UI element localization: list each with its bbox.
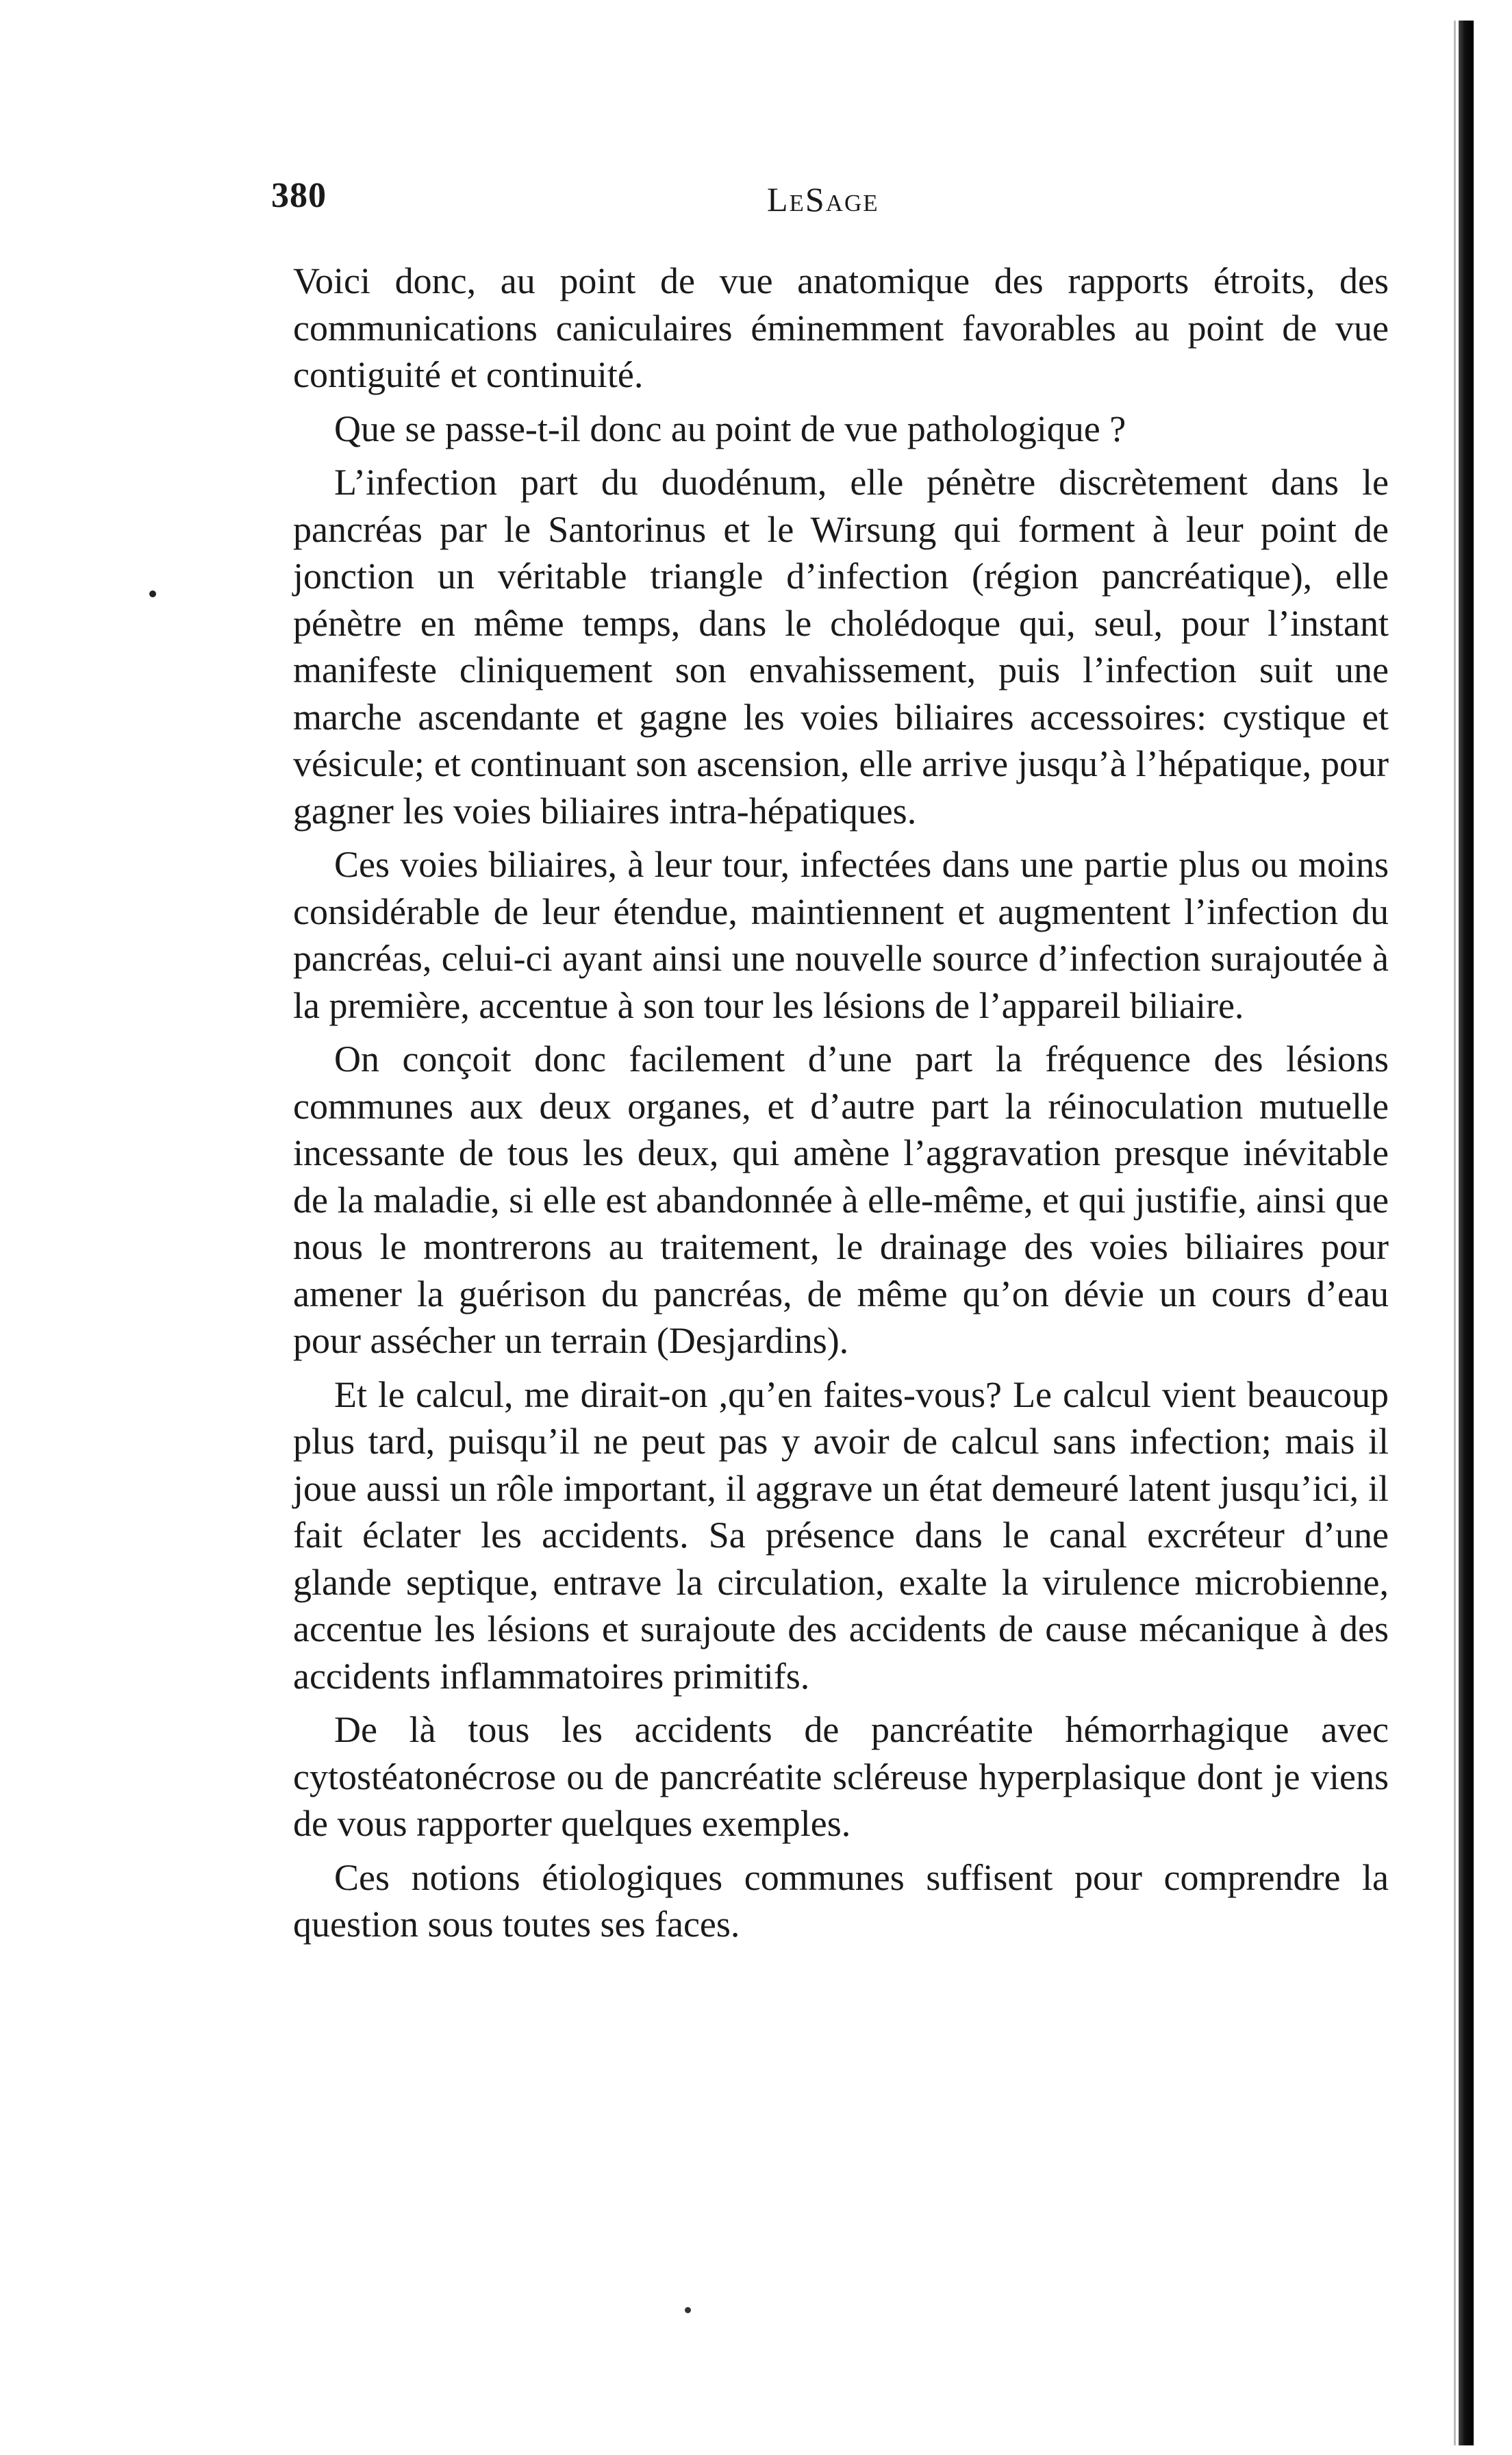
running-head: LeSage bbox=[767, 180, 879, 219]
body-text bbox=[293, 258, 1389, 1955]
page-number: 380 bbox=[271, 176, 327, 215]
ink-speck bbox=[685, 2307, 691, 2313]
paragraph: Ces voies biliaires, à leur tour, infectées dans une partie plus ou moins considérable de leur étendue, maintiennent et augmentent l’infection du pancréas, celui-ci ayant ainsi une nouvelle source d’infection surajoutée à la première, accentue à son tour les lésions de l’appareil biliaire. bbox=[293, 844, 1389, 1026]
paragraph: Et le calcul, me dirait-on ,qu’en faites-vous? Le calcul vient beaucoup plus tard, puisqu’il ne peut pas y avoir de calcul sans infection; mais il joue aussi un rôle important, il aggrave un état demeuré latent jusqu’ici, il fait éclater les accidents. Sa présence dans le canal excréteur d’une glande septique, entrave la circulation, exalte la virulence microbienne, accentue les lésions et surajoute des accidents de cause mécanique à des accidents inflammatoires primitifs. bbox=[293, 1373, 1389, 1697]
paragraph: Voici donc, au point de vue anatomique des rapports étroits, des communications caniculaires éminemment favorables au point de vue contiguité et continuité. bbox=[293, 260, 1389, 395]
binding-edge bbox=[1454, 21, 1456, 2445]
paragraph: De là tous les accidents de pancréatite hémorrhagique avec cytostéatonécrose ou de pancréatite scléreuse hyperplasique dont je viens de vous rapporter quelques exemples. bbox=[293, 1709, 1389, 1844]
paragraph: L’infection part du duodénum, elle pénètre discrètement dans le pancréas par le Santorinus et le Wirsung qui forment à leur point de jonction un véritable triangle d’infection (région pancréatique), elle pénètre en même temps, dans le cholédoque qui, seul, pour l’instant manifeste cliniquement son envahissement, puis l’infection suit une marche ascendante et gagne les voies biliaires accessoires: cystique et vésicule; et continuant son ascension, elle arrive jusqu’à l’hépatique, pour gagner les voies biliaires intra-hépatiques. bbox=[293, 462, 1389, 832]
paragraph: Ces notions étiologiques communes suffisent pour comprendre la question sous toutes ses faces. bbox=[293, 1856, 1389, 1945]
paragraph: Que se passe-t-il donc au point de vue pathologique ? bbox=[334, 408, 1126, 449]
paragraph: On conçoit donc facilement d’une part la fréquence des lésions communes aux deux organes, et d’autre part la réinoculation mutuelle incessante de tous les deux, qui amène l’aggravation presque inévitable de la maladie, si elle est abandonnée à elle-même, et qui justifie, ainsi que nous le montrerons au traitement, le drainage des voies biliaires pour amener la guérison du pancréas, de même qu’on dévie un cours d’eau pour assécher un terrain (Desjardins). bbox=[293, 1038, 1389, 1361]
margin-mark bbox=[149, 590, 156, 597]
binding-shadow bbox=[1459, 21, 1474, 2445]
